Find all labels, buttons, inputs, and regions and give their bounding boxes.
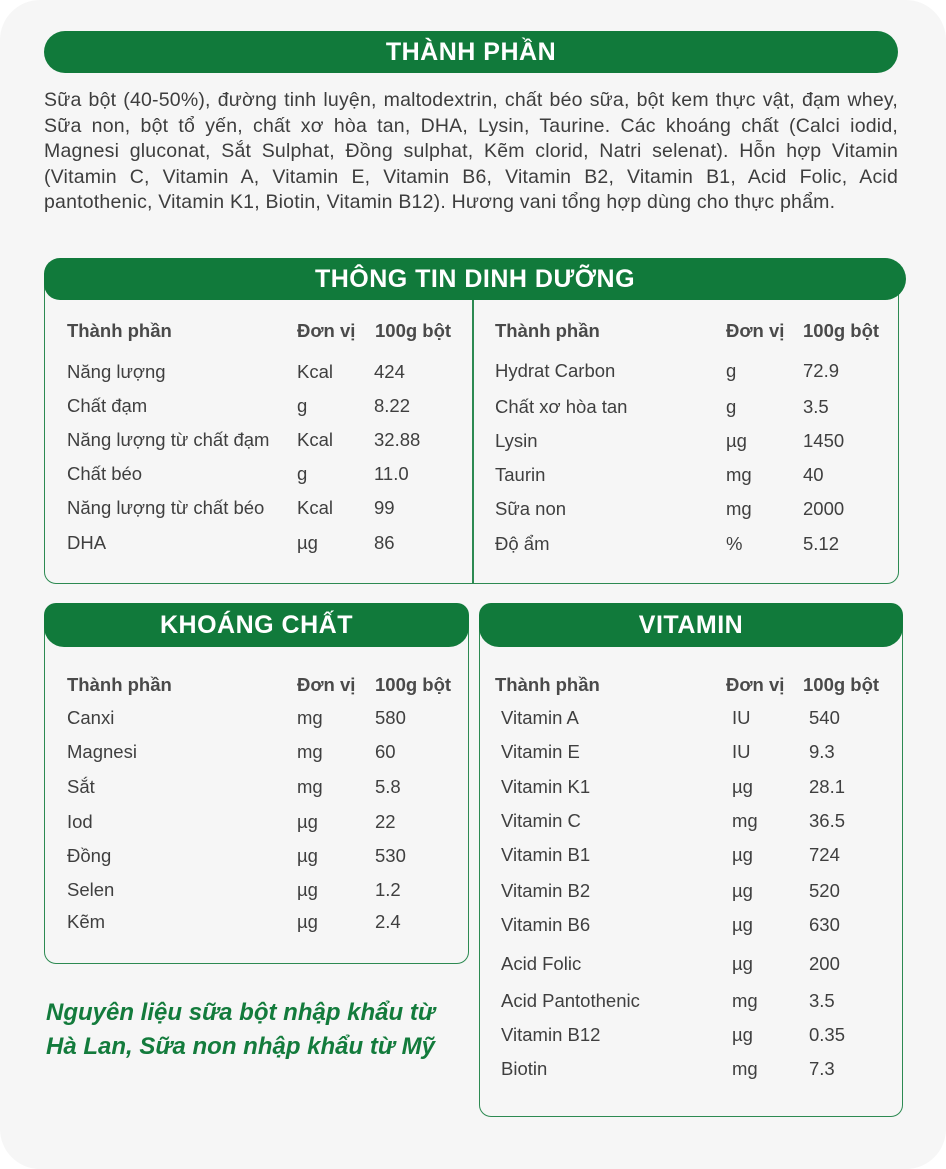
column-header-unit: Đơn vị — [726, 674, 785, 695]
column-header-value: 100g bột — [375, 320, 452, 341]
row-unit: Kcal — [297, 497, 333, 518]
row-value: 72.9 — [803, 360, 840, 381]
row-unit: µg — [297, 532, 318, 553]
column-header-unit: Đơn vị — [297, 320, 356, 341]
row-name: Vitamin A — [501, 707, 579, 728]
row-value: 3.5 — [809, 990, 835, 1011]
row-value: 11.0 — [374, 463, 409, 484]
origin-note-line2: Hà Lan, Sữa non nhập khẩu từ Mỹ — [46, 1033, 435, 1060]
row-value: 200 — [809, 953, 840, 974]
column-header-value: 100g bột — [375, 674, 452, 695]
row-name: Năng lượng — [67, 361, 166, 382]
row-unit: mg — [297, 776, 323, 797]
row-unit: g — [297, 463, 308, 484]
row-value: 580 — [375, 707, 406, 728]
row-unit: g — [726, 396, 737, 417]
row-name: Vitamin B12 — [501, 1024, 601, 1045]
vitamins-title: VITAMIN — [638, 610, 744, 639]
row-value: 2.4 — [375, 911, 401, 932]
row-unit: µg — [732, 880, 753, 901]
row-unit: µg — [297, 879, 318, 900]
row-name: Vitamin B6 — [501, 914, 591, 935]
row-value: 1450 — [803, 430, 845, 451]
row-unit: Kcal — [297, 361, 333, 382]
row-unit: µg — [732, 953, 753, 974]
row-unit: g — [726, 360, 737, 381]
row-unit: g — [297, 395, 308, 416]
column-header-name: Thành phần — [495, 674, 600, 695]
row-unit: IU — [732, 707, 751, 728]
row-name: Acid Folic — [501, 953, 582, 974]
row-value: 60 — [375, 741, 396, 762]
row-name: Sắt — [67, 776, 95, 797]
row-value: 8.22 — [374, 395, 411, 416]
minerals-panel — [44, 610, 469, 964]
row-name: Vitamin B1 — [501, 844, 591, 865]
column-header-name: Thành phần — [67, 674, 172, 695]
column-header-name: Thành phần — [495, 320, 600, 341]
row-name: Chất đạm — [67, 395, 148, 416]
row-name: Năng lượng từ chất béo — [67, 497, 265, 518]
row-name: Kẽm — [67, 911, 106, 932]
row-name: Selen — [67, 879, 115, 900]
column-header-unit: Đơn vị — [297, 674, 356, 695]
row-value: 7.3 — [809, 1058, 835, 1079]
ingredients-title-banner — [44, 31, 898, 73]
row-unit: µg — [732, 776, 753, 797]
row-value: 630 — [809, 914, 840, 935]
row-value: 0.35 — [809, 1024, 846, 1045]
row-unit: µg — [732, 1024, 753, 1045]
row-name: Chất xơ hòa tan — [495, 396, 628, 417]
row-unit: mg — [726, 464, 752, 485]
row-value: 5.8 — [375, 776, 401, 797]
row-value: 520 — [809, 880, 840, 901]
row-value: 540 — [809, 707, 840, 728]
row-value: 9.3 — [809, 741, 835, 762]
column-header-value: 100g bột — [803, 674, 880, 695]
minerals-title: KHOÁNG CHẤT — [160, 610, 353, 639]
row-name: Biotin — [501, 1058, 548, 1079]
column-header-value: 100g bột — [803, 320, 880, 341]
nutrition-title: THÔNG TIN DINH DƯỠNG — [314, 264, 636, 293]
row-name: Taurin — [495, 464, 546, 485]
row-name: Hydrat Carbon — [495, 360, 616, 381]
row-name: DHA — [67, 532, 107, 553]
origin-note — [46, 996, 466, 1064]
row-unit: mg — [732, 990, 758, 1011]
row-unit: mg — [732, 810, 758, 831]
vitamins-title-banner — [479, 603, 903, 647]
row-unit: % — [726, 533, 743, 554]
row-unit: Kcal — [297, 429, 333, 450]
row-unit: mg — [297, 741, 323, 762]
row-value: 99 — [374, 497, 395, 518]
row-value: 3.5 — [803, 396, 829, 417]
minerals-title-banner — [44, 603, 469, 647]
row-name: Độ ẩm — [495, 533, 550, 554]
row-value: 28.1 — [809, 776, 846, 797]
row-value: 2000 — [803, 498, 845, 519]
row-value: 36.5 — [809, 810, 846, 831]
column-header-unit: Đơn vị — [726, 320, 785, 341]
row-value: 86 — [374, 532, 395, 553]
row-name: Acid Pantothenic — [501, 990, 640, 1011]
row-name: Magnesi — [67, 741, 137, 762]
ingredients-title: THÀNH PHẦN — [385, 37, 557, 66]
row-name: Vitamin B2 — [501, 880, 591, 901]
row-name: Vitamin C — [501, 810, 581, 831]
row-unit: µg — [297, 911, 318, 932]
nutrition-divider — [472, 300, 474, 584]
row-unit: µg — [726, 430, 747, 451]
row-value: 424 — [374, 361, 405, 382]
row-unit: µg — [732, 844, 753, 865]
row-value: 530 — [375, 845, 406, 866]
row-name: Canxi — [67, 707, 115, 728]
row-unit: µg — [732, 914, 753, 935]
row-unit: IU — [732, 741, 751, 762]
row-name: Iod — [67, 811, 93, 832]
origin-note-line1: Nguyên liệu sữa bột nhập khẩu từ — [46, 999, 435, 1026]
row-unit: µg — [297, 845, 318, 866]
column-header-name: Thành phần — [67, 320, 172, 341]
row-unit: mg — [726, 498, 752, 519]
row-name: Vitamin K1 — [501, 776, 591, 797]
row-unit: mg — [732, 1058, 758, 1079]
row-value: 40 — [803, 464, 824, 485]
row-name: Chất béo — [67, 463, 143, 484]
row-value: 5.12 — [803, 533, 840, 554]
row-unit: mg — [297, 707, 323, 728]
row-name: Đồng — [67, 845, 112, 866]
row-name: Lysin — [495, 430, 538, 451]
row-name: Sữa non — [495, 498, 567, 519]
row-value: 1.2 — [375, 879, 401, 900]
nutrition-title-banner — [44, 258, 906, 300]
row-unit: µg — [297, 811, 318, 832]
row-value: 32.88 — [374, 429, 421, 450]
row-name: Năng lượng từ chất đạm — [67, 429, 270, 450]
row-value: 22 — [375, 811, 396, 832]
ingredients-text: Sữa bột (40-50%), đường tinh luyện, maltodextrin, chất béo sữa, bột kem thực vật, đạm whey, Sữa non, bột tổ yến, chất xơ hòa tan, DHA, Lysin, Taurine. Các khoáng chất (Calci iodid, Magnesi gluconat, Sắt Sulphat, Đồng sulphat, Kẽm clorid, Natri selenat). Hỗn hợp Vitamin (Vitamin C, Vitamin A, Vitamin E, Vitamin B6, Vitamin B2, Vitamin B1, Acid Folic, Acid pantothenic, Vitamin K1, Biotin, Vitamin B12). Hương vani tổng hợp dùng cho thực phẩm. — [44, 89, 898, 213]
row-value: 724 — [809, 844, 840, 865]
row-name: Vitamin E — [501, 741, 580, 762]
